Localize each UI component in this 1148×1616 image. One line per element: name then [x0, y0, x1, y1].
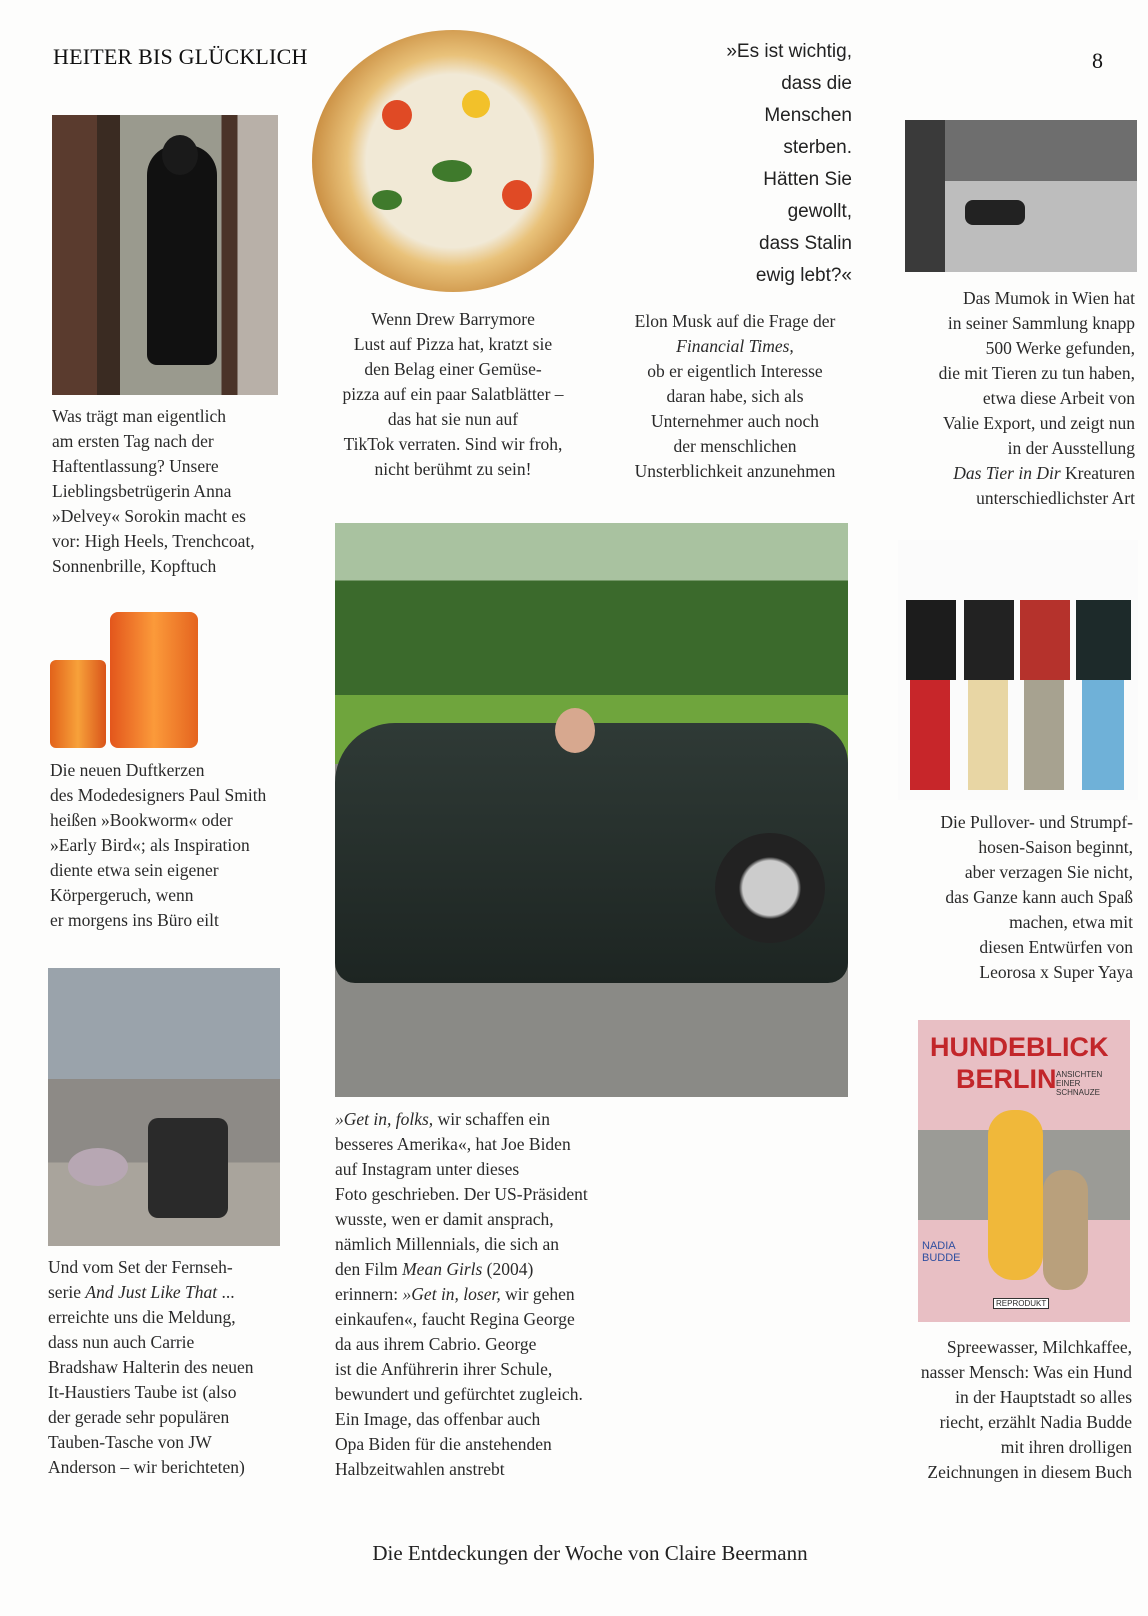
caption-line — [335, 1307, 588, 1332]
caption-text: Was trägt man eigentlich — [52, 406, 227, 426]
quote-line: gewollt, — [787, 201, 852, 222]
caption-text: Tauben-Tasche von JW — [48, 1432, 212, 1452]
caption-text: »Delvey« Sorokin macht es — [52, 506, 246, 526]
italic-title: And Just Like That — [85, 1282, 218, 1302]
caption-line — [48, 1405, 254, 1430]
photo-pullover-models — [898, 540, 1138, 800]
caption-line — [312, 457, 594, 482]
caption-line — [335, 1232, 588, 1257]
caption-line — [600, 409, 870, 434]
photo-candles — [50, 612, 200, 752]
caption-line — [312, 357, 594, 382]
caption-line — [335, 1432, 588, 1457]
caption-line — [52, 454, 255, 479]
caption-text: daran habe, sich als — [666, 386, 804, 406]
caption-text: er morgens ins Büro eilt — [50, 910, 219, 930]
caption-text: mit ihren drolligen — [1000, 1437, 1132, 1457]
caption-line — [52, 479, 255, 504]
caption-line — [860, 1435, 1132, 1460]
caption-text: machen, etwa mit — [1009, 912, 1133, 932]
caption-text: Elon Musk auf die Frage der — [634, 311, 836, 331]
caption-line — [52, 429, 255, 454]
caption-pullover — [870, 810, 1133, 985]
caption-text: Körpergeruch, wenn — [50, 885, 194, 905]
caption-text: den Film — [335, 1259, 403, 1279]
caption-text: erreichte uns die Meldung, — [48, 1307, 236, 1327]
book-title-2: BERLIN — [956, 1064, 1057, 1094]
italic-title: Financial Times, — [676, 336, 794, 356]
page-footer: Die Entdeckungen der Woche von Claire Beermann — [372, 1541, 808, 1565]
book-author: NADIA BUDDE — [922, 1240, 961, 1264]
caption-text: Die Pullover- und Strumpf- — [940, 812, 1133, 832]
book-title: HUNDEBLICK — [930, 1032, 1109, 1062]
caption-line — [48, 1305, 254, 1330]
caption-line — [860, 1360, 1132, 1385]
caption-text: das hat sie nun auf — [387, 409, 519, 429]
musk-quote — [600, 36, 852, 292]
caption-text: Halbzeitwahlen anstrebt — [335, 1459, 505, 1479]
caption-line — [335, 1132, 588, 1157]
caption-text: riecht, erzählt Nadia Budde — [939, 1412, 1132, 1432]
caption-line — [870, 910, 1133, 935]
caption-line — [600, 384, 870, 409]
caption-text: Kreaturen — [1060, 463, 1135, 483]
caption-text: wir schaffen ein — [433, 1109, 550, 1129]
caption-line — [50, 808, 266, 833]
caption-mumok — [870, 286, 1135, 511]
caption-line — [48, 1330, 254, 1355]
caption-text: aber verzagen Sie nicht, — [964, 862, 1133, 882]
caption-line — [600, 459, 870, 484]
caption-text: dass nun auch Carrie — [48, 1332, 195, 1352]
caption-text: das Ganze kann auch Spaß — [945, 887, 1133, 907]
caption-line — [335, 1107, 588, 1132]
caption-text: unterschiedlichster Art — [976, 488, 1135, 508]
caption-line — [600, 309, 870, 334]
quote-line: Menschen — [764, 105, 852, 126]
caption-text: Bradshaw Halterin des neuen — [48, 1357, 254, 1377]
photo-anna-sorokin — [52, 115, 278, 395]
caption-line — [870, 835, 1133, 860]
italic-title: Mean Girls — [402, 1259, 483, 1279]
caption-text: bewundert und gefürchtet zugleich. — [335, 1384, 583, 1404]
caption-text: ist die Anführerin ihrer Schule, — [335, 1359, 553, 1379]
caption-line — [870, 885, 1133, 910]
caption-line — [600, 434, 870, 459]
caption-text: pizza auf ein paar Salatblätter – — [342, 384, 564, 404]
caption-line — [600, 359, 870, 384]
caption-line — [48, 1430, 254, 1455]
caption-text: Valie Export, und zeigt nun — [943, 413, 1135, 433]
quote-line: Hätten Sie — [763, 169, 852, 190]
caption-line — [48, 1355, 254, 1380]
caption-line — [860, 1335, 1132, 1360]
caption-line — [870, 486, 1135, 511]
page-number: 8 — [1092, 48, 1103, 73]
caption-text: nämlich Millennials, die sich an — [335, 1234, 560, 1254]
caption-text: diesen Entwürfen von — [979, 937, 1133, 957]
caption-text: Das Mumok in Wien hat — [962, 288, 1135, 308]
photo-pizza — [312, 30, 594, 292]
caption-text: den Belag einer Gemüse- — [364, 359, 542, 379]
caption-line — [50, 783, 266, 808]
book-cover-hundeblick-berlin — [918, 1020, 1130, 1322]
caption-text: nasser Mensch: Was ein Hund — [920, 1362, 1132, 1382]
caption-biden — [335, 1107, 588, 1482]
photo-biden-car — [335, 523, 848, 1097]
caption-line — [860, 1385, 1132, 1410]
caption-text: Sonnenbrille, Kopftuch — [52, 556, 217, 576]
caption-line — [335, 1382, 588, 1407]
caption-line — [312, 407, 594, 432]
italic-title: »Get in, loser, — [402, 1284, 501, 1304]
caption-text: am ersten Tag nach der — [52, 431, 214, 451]
caption-text: serie — [48, 1282, 86, 1302]
caption-line — [870, 935, 1133, 960]
caption-line — [870, 960, 1133, 985]
caption-text: Lust auf Pizza hat, kratzt sie — [353, 334, 553, 354]
italic-title: »Get in, folks, — [335, 1109, 434, 1129]
caption-line — [335, 1182, 588, 1207]
quote-line: sterben. — [783, 137, 852, 158]
caption-text: wir gehen — [500, 1284, 575, 1304]
caption-line — [870, 386, 1135, 411]
caption-text: (2004) — [482, 1259, 534, 1279]
caption-line — [48, 1255, 254, 1280]
caption-text: Opa Biden für die anstehenden — [335, 1434, 552, 1454]
caption-book — [860, 1335, 1132, 1485]
caption-line — [870, 810, 1133, 835]
caption-text: des Modedesigners Paul Smith — [50, 785, 267, 805]
caption-line — [48, 1280, 254, 1305]
caption-text: etwa diese Arbeit von — [982, 388, 1135, 408]
caption-line — [335, 1157, 588, 1182]
caption-line — [50, 883, 266, 908]
caption-line — [312, 432, 594, 457]
caption-text: da aus ihrem Cabrio. George — [335, 1334, 537, 1354]
caption-text: Zeichnungen in diesem Buch — [927, 1462, 1132, 1482]
caption-line — [870, 286, 1135, 311]
caption-text: in der Hauptstadt so alles — [955, 1387, 1132, 1407]
caption-text: »Early Bird«; als Inspiration — [50, 835, 250, 855]
caption-text: einkaufen«, faucht Regina George — [335, 1309, 575, 1329]
caption-line — [860, 1460, 1132, 1485]
caption-line — [312, 382, 594, 407]
caption-text: It-Haustiers Taube ist (also — [48, 1382, 237, 1402]
caption-line — [48, 1455, 254, 1480]
caption-text: vor: High Heels, Trenchcoat, — [52, 531, 255, 551]
caption-text: ... — [217, 1282, 235, 1302]
caption-line — [335, 1207, 588, 1232]
caption-text: 500 Werke gefunden, — [985, 338, 1135, 358]
caption-line — [335, 1457, 588, 1482]
caption-text: ob er eigentlich Interesse — [647, 361, 823, 381]
book-publisher: REPRODUKT — [993, 1298, 1049, 1309]
caption-text: Anderson – wir berichteten) — [48, 1457, 245, 1477]
quote-line: dass die — [781, 73, 852, 94]
caption-line — [335, 1332, 588, 1357]
caption-line — [870, 361, 1135, 386]
caption-text: Spreewasser, Milchkaffee, — [946, 1337, 1132, 1357]
caption-line — [52, 529, 255, 554]
caption-pizza — [312, 307, 594, 482]
caption-line — [52, 504, 255, 529]
caption-text: TikTok verraten. Sind wir froh, — [343, 434, 563, 454]
caption-line — [52, 554, 255, 579]
caption-text: in seiner Sammlung knapp — [947, 313, 1135, 333]
caption-text: Die neuen Duftkerzen — [50, 760, 205, 780]
book-subtitle: ANSICHTEN EINER SCHNAUZE — [1056, 1070, 1103, 1097]
italic-title: Das Tier in Dir — [953, 463, 1061, 483]
caption-line — [312, 332, 594, 357]
caption-line — [48, 1380, 254, 1405]
caption-text: Haftentlassung? Unsere — [52, 456, 219, 476]
caption-candles — [50, 758, 266, 933]
caption-line — [50, 833, 266, 858]
caption-line — [870, 860, 1133, 885]
caption-line — [870, 411, 1135, 436]
caption-text: besseres Amerika«, hat Joe Biden — [335, 1134, 571, 1154]
caption-text: Unsterblichkeit anzunehmen — [634, 461, 836, 481]
caption-pigeon — [48, 1255, 254, 1480]
caption-line — [870, 311, 1135, 336]
caption-text: auf Instagram unter dieses — [335, 1159, 520, 1179]
caption-line — [870, 461, 1135, 486]
caption-line — [335, 1357, 588, 1382]
caption-sorokin — [52, 404, 255, 579]
caption-text: erinnern: — [335, 1284, 403, 1304]
caption-line — [50, 908, 266, 933]
caption-line — [335, 1257, 588, 1282]
caption-text: der menschlichen — [673, 436, 797, 456]
caption-line — [50, 858, 266, 883]
caption-text: Leorosa x Super Yaya — [979, 962, 1133, 982]
caption-text: Und vom Set der Fernseh- — [48, 1257, 233, 1277]
quote-line: ewig lebt?« — [755, 265, 852, 286]
caption-line — [50, 758, 266, 783]
caption-text: nicht berühmt zu sein! — [374, 459, 532, 479]
caption-text: heißen »Bookworm« oder — [50, 810, 233, 830]
section-title: HEITER BIS GLÜCKLICH — [53, 44, 308, 69]
quote-line: dass Stalin — [759, 233, 852, 254]
caption-text: Foto geschrieben. Der US-Präsident — [335, 1184, 588, 1204]
caption-line — [335, 1282, 588, 1307]
caption-text: in der Ausstellung — [1007, 438, 1135, 458]
caption-line — [600, 334, 870, 359]
caption-text: diente etwa sein eigener — [50, 860, 219, 880]
caption-text: Ein Image, das offenbar auch — [335, 1409, 541, 1429]
photo-pigeon-shoes — [48, 968, 280, 1246]
caption-line — [52, 404, 255, 429]
caption-musk — [600, 309, 870, 484]
caption-line — [870, 336, 1135, 361]
photo-mumok-street — [905, 120, 1137, 272]
caption-text: Lieblingsbetrügerin Anna — [52, 481, 232, 501]
caption-line — [860, 1410, 1132, 1435]
caption-line — [335, 1407, 588, 1432]
caption-text: der gerade sehr populären — [48, 1407, 230, 1427]
quote-line: »Es ist wichtig, — [726, 41, 852, 62]
caption-text: wusste, wen er damit ansprach, — [335, 1209, 554, 1229]
caption-text: hosen-Saison beginnt, — [978, 837, 1133, 857]
caption-text: Wenn Drew Barrymore — [371, 309, 535, 329]
caption-line — [312, 307, 594, 332]
caption-text: Unternehmer auch noch — [650, 411, 820, 431]
caption-line — [870, 436, 1135, 461]
caption-text: die mit Tieren zu tun haben, — [938, 363, 1135, 383]
